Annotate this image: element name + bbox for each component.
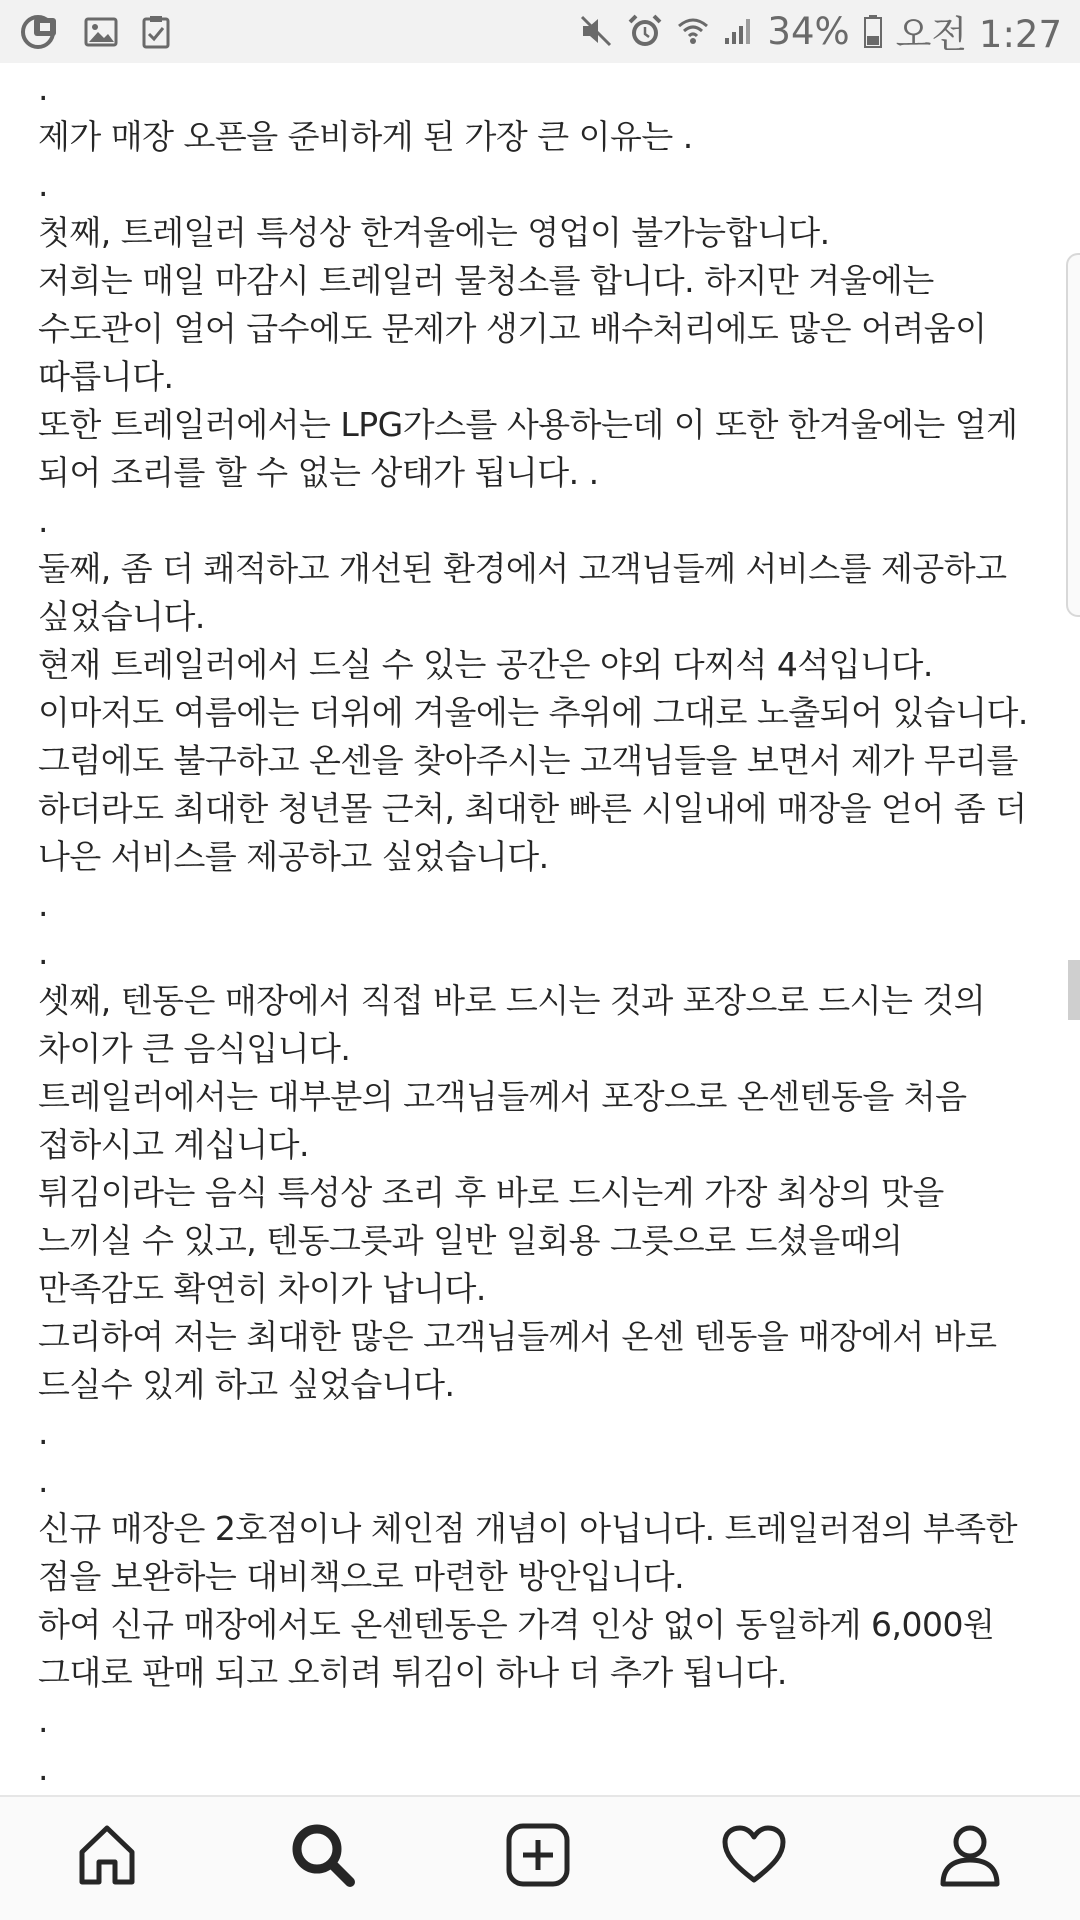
search-icon: [288, 1820, 358, 1894]
nav-home-button[interactable]: [67, 1817, 147, 1897]
caption-line: 따릅니다.: [38, 357, 174, 396]
nav-activity-button[interactable]: [714, 1817, 794, 1897]
nav-profile-button[interactable]: [930, 1817, 1010, 1897]
clipboard-check-icon: [142, 15, 170, 49]
caption-line: 또한 트레일러에서는 LPG가스를 사용하는데 이 또한 한겨울에는 얼게: [38, 405, 1018, 444]
side-scroll-edge: [1066, 253, 1080, 617]
caption-line: 싶었습니다.: [38, 597, 205, 636]
caption-line: 그럼에도 불구하고 온센을 찾아주시는 고객님들을 보면서 제가 무리를: [38, 741, 1018, 780]
wifi-icon: [677, 16, 709, 46]
mute-icon: [579, 14, 613, 48]
caption-line: 되어 조리를 할 수 없는 상태가 됩니다. .: [38, 453, 599, 492]
caption-line: 둘째, 좀 더 쾌적하고 개선된 환경에서 고객님들께 서비스를 제공하고: [38, 549, 1007, 588]
caption-line: 하여 신규 매장에서도 온센텐동은 가격 인상 없이 동일하게 6,000원: [38, 1605, 995, 1644]
caption-line: 튀김이라는 음식 특성상 조리 후 바로 드시는게 가장 최상의 맛을: [38, 1173, 944, 1212]
battery-text: 34%: [767, 9, 850, 53]
bottom-navigation: [0, 1795, 1080, 1920]
caption-dot-line: .: [38, 1701, 48, 1740]
profile-icon: [937, 1822, 1003, 1892]
caption-line: 차이가 큰 음식입니다.: [38, 1029, 351, 1068]
caption-dot-line: .: [38, 885, 48, 924]
caption-line: 그대로 판매 되고 오히려 튀김이 하나 더 추가 됩니다.: [38, 1653, 787, 1692]
nav-new-post-button[interactable]: [498, 1817, 578, 1897]
home-icon: [74, 1822, 140, 1892]
nav-search-button[interactable]: [283, 1817, 363, 1897]
activity-heart-icon: [721, 1824, 787, 1890]
gallery-icon: [84, 17, 118, 47]
caption-line: 그리하여 저는 최대한 많은 고객님들께서 온센 텐동을 매장에서 바로: [38, 1317, 997, 1356]
caption-line: 현재 트레일러에서 드실 수 있는 공간은 야외 다찌석 4석입니다.: [38, 645, 933, 684]
caption-line: 신규 매장은 2호점이나 체인점 개념이 아닙니다. 트레일러점의 부족한: [38, 1509, 1017, 1548]
caption-line: 수도관이 얼어 급수에도 문제가 생기고 배수처리에도 많은 어려움이: [38, 309, 987, 348]
post-caption: [38, 65, 1068, 1841]
post-content[interactable]: [0, 63, 1080, 1795]
caption-line: 저희는 매일 마감시 트레일러 물청소를 합니다. 하지만 겨울에는: [38, 261, 934, 300]
alarm-icon: [627, 13, 663, 49]
system-status: [579, 6, 1062, 56]
caption-dot-line: .: [38, 165, 48, 204]
caption-line: 셋째, 텐동은 매장에서 직접 바로 드시는 것과 포장으로 드시는 것의: [38, 981, 986, 1020]
app-notification-icon: [20, 14, 60, 50]
notification-icons: [20, 10, 170, 54]
caption-line: 점을 보완하는 대비책으로 마련한 방안입니다.: [38, 1557, 685, 1596]
caption-line: 이마저도 여름에는 더위에 겨울에는 추위에 그대로 노출되어 있습니다.: [38, 693, 1028, 732]
status-bar: [0, 0, 1080, 63]
caption-line: 트레일러에서는 대부분의 고객님들께서 포장으로 온센텐동을 처음: [38, 1077, 967, 1116]
scrollbar[interactable]: [1068, 960, 1080, 1020]
caption-line: 느끼실 수 있고, 텐동그릇과 일반 일회용 그릇으로 드셨을때의: [38, 1221, 903, 1260]
caption-dot-line: .: [38, 69, 48, 108]
caption-line: 접하시고 계십니다.: [38, 1125, 310, 1164]
new-post-icon: [505, 1822, 571, 1892]
caption-dot-line: .: [38, 501, 48, 540]
caption-line: 제가 매장 오픈을 준비하게 된 가장 큰 이유는 .: [38, 117, 693, 156]
caption-line: 하더라도 최대한 청년몰 근처, 최대한 빠른 시일내에 매장을 얻어 좀 더: [38, 789, 1027, 828]
caption-dot-line: .: [38, 1461, 48, 1500]
clock-text: 오전 1:27: [895, 13, 1062, 56]
caption-dot-line: .: [38, 933, 48, 972]
caption-line: 나은 서비스를 제공하고 싶었습니다.: [38, 837, 549, 876]
signal-icon: [723, 16, 753, 46]
caption-line: 드실수 있게 하고 싶었습니다.: [38, 1365, 455, 1404]
battery-icon: [864, 14, 882, 48]
caption-dot-line: .: [38, 1413, 48, 1452]
caption-line: 첫째, 트레일러 특성상 한겨울에는 영업이 불가능합니다.: [38, 213, 830, 252]
caption-line: 만족감도 확연히 차이가 납니다.: [38, 1269, 486, 1308]
caption-dot-line: .: [38, 1749, 48, 1788]
